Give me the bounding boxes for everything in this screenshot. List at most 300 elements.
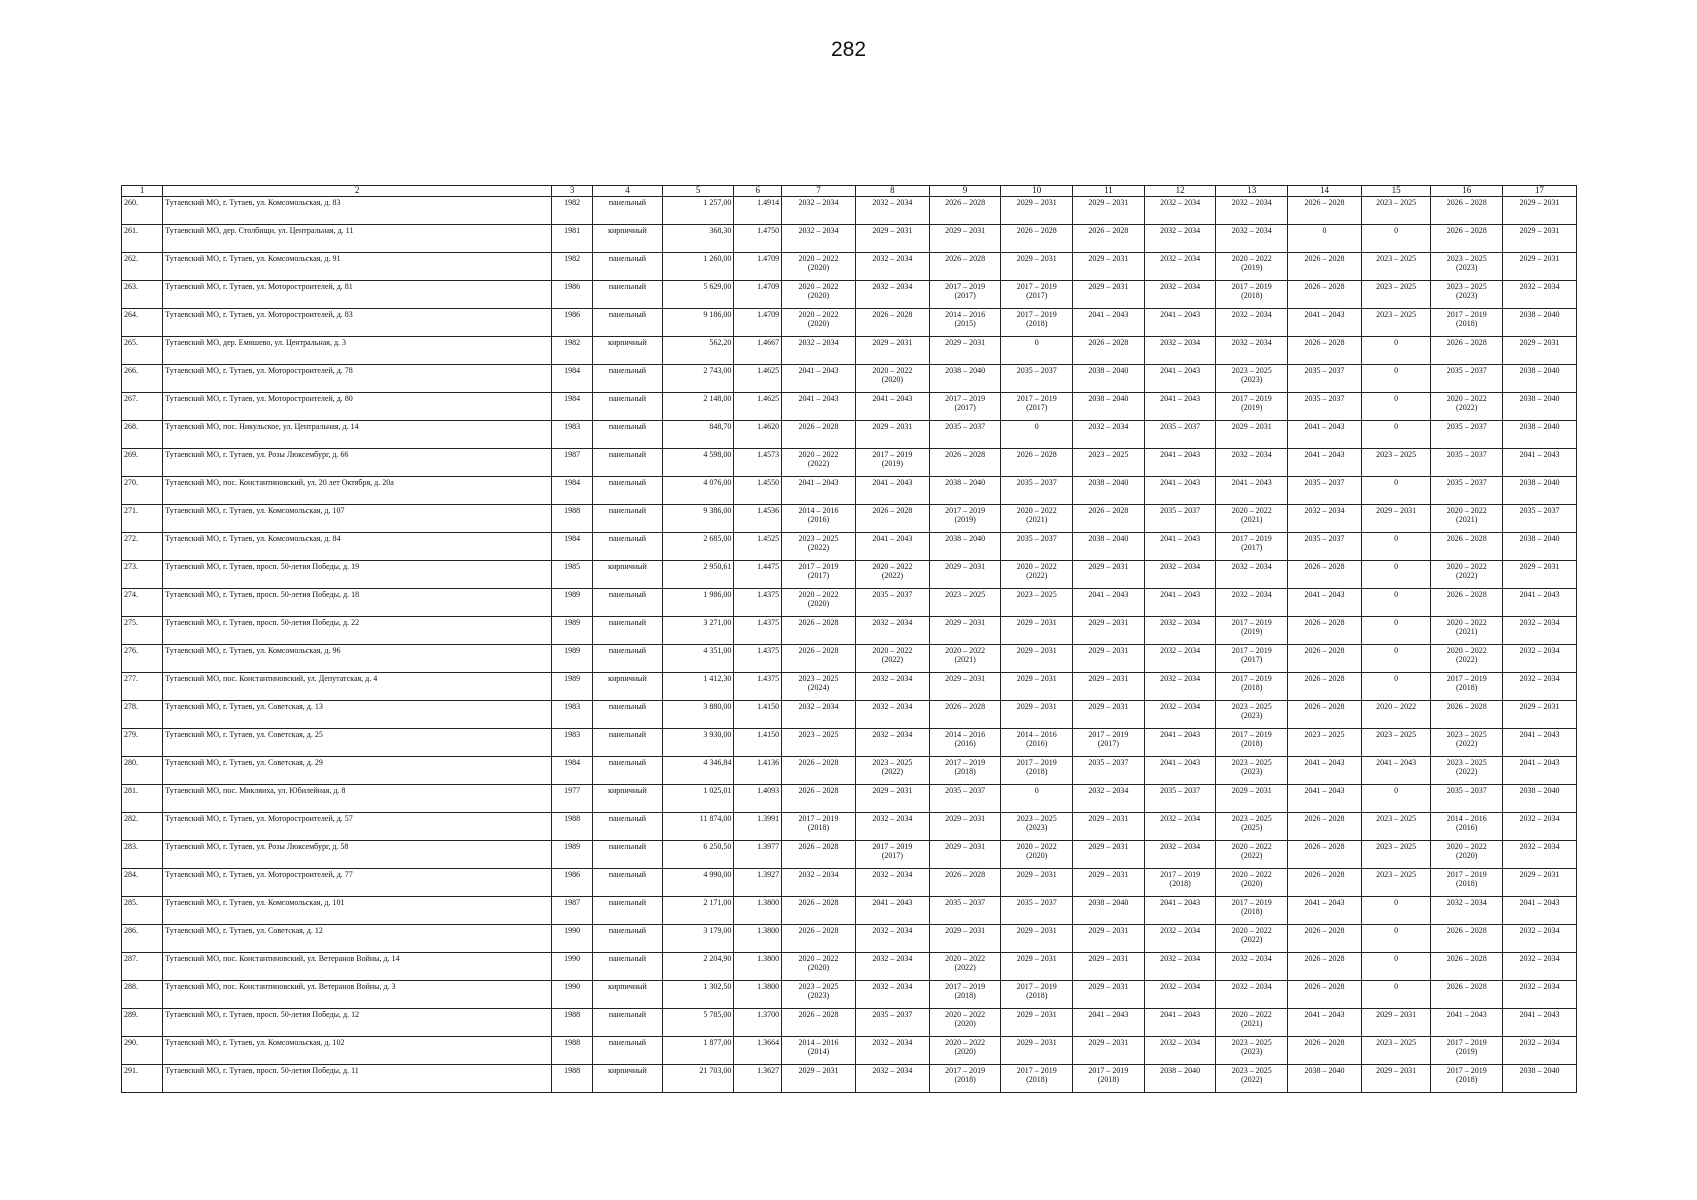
year-cell: 1985	[551, 561, 592, 589]
work-period-cell-col15: 2023 – 2025	[1361, 1037, 1430, 1065]
work-period-cell-col12: 2032 – 2034	[1144, 953, 1216, 981]
work-period-cell-col16: 2041 – 2043	[1431, 1009, 1503, 1037]
work-period-cell-col8: 2032 – 2034	[855, 925, 929, 953]
work-period-cell-col8: 2032 – 2034	[855, 253, 929, 281]
work-period-cell-col9: 2035 – 2037	[929, 421, 1001, 449]
address-cell: Тутаевский МО, г. Тутаев, ул. Комсомольская, д. 83	[163, 197, 552, 225]
work-period-cell-col17: 2041 – 2043	[1503, 449, 1577, 477]
coefficient-cell: 1.4375	[734, 589, 782, 617]
work-period-cell-col10: 2020 – 2022 (2021)	[1001, 505, 1073, 533]
column-number-10: 10	[1001, 186, 1073, 197]
work-period-cell-col12: 2041 – 2043	[1144, 533, 1216, 561]
area-cell: 5 785,00	[662, 1009, 734, 1037]
work-period-cell-col15: 2020 – 2022	[1361, 701, 1430, 729]
row-number: 276.	[122, 645, 163, 673]
work-period-cell-col9: 2017 – 2019 (2017)	[929, 281, 1001, 309]
work-period-cell-col11: 2029 – 2031	[1073, 1037, 1145, 1065]
work-period-cell-col17: 2032 – 2034	[1503, 813, 1577, 841]
address-cell: Тутаевский МО, пос. Константиновский, ул. 20 лет Октября, д. 20а	[163, 477, 552, 505]
wall-material-cell: кирпичный	[593, 1065, 662, 1093]
address-cell: Тутаевский МО, г. Тутаев, ул. Моторостроителей, д. 83	[163, 309, 552, 337]
coefficient-cell: 1.4709	[734, 281, 782, 309]
work-period-cell-col12: 2032 – 2034	[1144, 253, 1216, 281]
work-period-cell-col9: 2017 – 2019 (2018)	[929, 757, 1001, 785]
work-period-cell-col15: 2029 – 2031	[1361, 1009, 1430, 1037]
work-period-cell-col8: 2020 – 2022 (2022)	[855, 561, 929, 589]
address-cell: Тутаевский МО, г. Тутаев, ул. Комсомольская, д. 107	[163, 505, 552, 533]
work-period-cell-col10: 2017 – 2019 (2018)	[1001, 309, 1073, 337]
wall-material-cell: кирпичный	[593, 561, 662, 589]
area-cell: 4 351,00	[662, 645, 734, 673]
work-period-cell-col10: 2035 – 2037	[1001, 897, 1073, 925]
work-period-cell-col8: 2017 – 2019 (2017)	[855, 841, 929, 869]
work-period-cell-col11: 2038 – 2040	[1073, 477, 1145, 505]
work-period-cell-col7: 2041 – 2043	[782, 393, 856, 421]
work-period-cell-col11: 2029 – 2031	[1073, 617, 1145, 645]
work-period-cell-col8: 2035 – 2037	[855, 589, 929, 617]
work-period-cell-col16: 2017 – 2019 (2019)	[1431, 1037, 1503, 1065]
address-cell: Тутаевский МО, г. Тутаев, просп. 50-летия Победы, д. 11	[163, 1065, 552, 1093]
work-period-cell-col11: 2029 – 2031	[1073, 253, 1145, 281]
work-period-cell-col11: 2029 – 2031	[1073, 281, 1145, 309]
work-period-cell-col14: 2035 – 2037	[1288, 533, 1362, 561]
work-period-cell-col8: 2020 – 2022 (2020)	[855, 365, 929, 393]
work-period-cell-col8: 2032 – 2034	[855, 981, 929, 1009]
table-row	[122, 505, 1577, 533]
work-period-cell-col13: 2041 – 2043	[1216, 477, 1288, 505]
address-cell: Тутаевский МО, г. Тутаев, ул. Советская, д. 29	[163, 757, 552, 785]
wall-material-cell: панельный	[593, 757, 662, 785]
work-period-cell-col14: 2035 – 2037	[1288, 393, 1362, 421]
area-cell: 9 186,00	[662, 309, 734, 337]
work-period-cell-col13: 2020 – 2022 (2021)	[1216, 1009, 1288, 1037]
table-row	[122, 925, 1577, 953]
work-period-cell-col15: 0	[1361, 645, 1430, 673]
work-period-cell-col7: 2032 – 2034	[782, 197, 856, 225]
work-period-cell-col7: 2020 – 2022 (2020)	[782, 309, 856, 337]
work-period-cell-col12: 2032 – 2034	[1144, 981, 1216, 1009]
column-number-8: 8	[855, 186, 929, 197]
work-period-cell-col8: 2032 – 2034	[855, 813, 929, 841]
work-period-cell-col10: 2026 – 2028	[1001, 225, 1073, 253]
year-cell: 1989	[551, 645, 592, 673]
work-period-cell-col7: 2026 – 2028	[782, 1009, 856, 1037]
work-period-cell-col9: 2029 – 2031	[929, 673, 1001, 701]
row-number: 278.	[122, 701, 163, 729]
work-period-cell-col7: 2026 – 2028	[782, 645, 856, 673]
work-period-cell-col12: 2032 – 2034	[1144, 197, 1216, 225]
work-period-cell-col14: 2026 – 2028	[1288, 645, 1362, 673]
row-number: 263.	[122, 281, 163, 309]
work-period-cell-col14: 2041 – 2043	[1288, 589, 1362, 617]
work-period-cell-col15: 2041 – 2043	[1361, 757, 1430, 785]
area-cell: 3 880,00	[662, 701, 734, 729]
work-period-cell-col17: 2038 – 2040	[1503, 309, 1577, 337]
address-cell: Тутаевский МО, г. Тутаев, ул. Моторостроителей, д. 78	[163, 365, 552, 393]
work-period-cell-col13: 2023 – 2025 (2025)	[1216, 813, 1288, 841]
wall-material-cell: панельный	[593, 813, 662, 841]
wall-material-cell: панельный	[593, 925, 662, 953]
work-period-cell-col11: 2041 – 2043	[1073, 309, 1145, 337]
table-row	[122, 813, 1577, 841]
work-period-cell-col14: 2026 – 2028	[1288, 701, 1362, 729]
address-cell: Тутаевский МО, пос. Никульское, ул. Центральная, д. 14	[163, 421, 552, 449]
coefficient-cell: 1.4536	[734, 505, 782, 533]
table-row	[122, 561, 1577, 589]
area-cell: 3 271,00	[662, 617, 734, 645]
area-cell: 2 743,00	[662, 365, 734, 393]
work-period-cell-col15: 0	[1361, 925, 1430, 953]
work-period-cell-col7: 2041 – 2043	[782, 365, 856, 393]
work-period-cell-col11: 2041 – 2043	[1073, 589, 1145, 617]
work-period-cell-col15: 0	[1361, 477, 1430, 505]
work-period-cell-col9: 2023 – 2025	[929, 589, 1001, 617]
page-number: 282	[830, 38, 867, 61]
work-period-cell-col12: 2032 – 2034	[1144, 1037, 1216, 1065]
column-number-5: 5	[662, 186, 734, 197]
table-row	[122, 1009, 1577, 1037]
work-period-cell-col10: 2029 – 2031	[1001, 673, 1073, 701]
year-cell: 1984	[551, 393, 592, 421]
work-period-cell-col15: 0	[1361, 337, 1430, 365]
year-cell: 1982	[551, 197, 592, 225]
wall-material-cell: панельный	[593, 533, 662, 561]
row-number: 277.	[122, 673, 163, 701]
work-period-cell-col13: 2023 – 2025 (2022)	[1216, 1065, 1288, 1093]
work-period-cell-col9: 2020 – 2022 (2020)	[929, 1037, 1001, 1065]
work-period-cell-col10: 2026 – 2028	[1001, 449, 1073, 477]
work-period-cell-col11: 2026 – 2028	[1073, 225, 1145, 253]
work-period-cell-col13: 2032 – 2034	[1216, 561, 1288, 589]
address-cell: Тутаевский МО, дер. Емишево, ул. Центральная, д. 3	[163, 337, 552, 365]
area-cell: 3 179,00	[662, 925, 734, 953]
address-cell: Тутаевский МО, дер. Столбищи, ул. Центральная, д. 11	[163, 225, 552, 253]
work-period-cell-col16: 2017 – 2019 (2018)	[1431, 869, 1503, 897]
work-period-cell-col11: 2038 – 2040	[1073, 393, 1145, 421]
work-period-cell-col16: 2035 – 2037	[1431, 421, 1503, 449]
work-period-cell-col17: 2041 – 2043	[1503, 757, 1577, 785]
work-period-cell-col16: 2026 – 2028	[1431, 533, 1503, 561]
work-period-cell-col9: 2017 – 2019 (2018)	[929, 1065, 1001, 1093]
area-cell: 1 877,00	[662, 1037, 734, 1065]
work-period-cell-col17: 2038 – 2040	[1503, 1065, 1577, 1093]
work-period-cell-col8: 2041 – 2043	[855, 897, 929, 925]
coefficient-cell: 1.3800	[734, 897, 782, 925]
column-number-12: 12	[1144, 186, 1216, 197]
work-period-cell-col12: 2041 – 2043	[1144, 477, 1216, 505]
work-period-cell-col17: 2029 – 2031	[1503, 253, 1577, 281]
work-period-cell-col16: 2026 – 2028	[1431, 197, 1503, 225]
coefficient-cell: 1.3991	[734, 813, 782, 841]
work-period-cell-col13: 2032 – 2034	[1216, 225, 1288, 253]
work-period-cell-col17: 2032 – 2034	[1503, 925, 1577, 953]
year-cell: 1987	[551, 897, 592, 925]
work-period-cell-col9: 2020 – 2022 (2020)	[929, 1009, 1001, 1037]
work-period-cell-col10: 2029 – 2031	[1001, 1037, 1073, 1065]
work-period-cell-col11: 2041 – 2043	[1073, 1009, 1145, 1037]
work-period-cell-col15: 2023 – 2025	[1361, 253, 1430, 281]
work-period-cell-col15: 0	[1361, 589, 1430, 617]
column-number-row	[122, 186, 1577, 197]
year-cell: 1989	[551, 841, 592, 869]
work-period-cell-col11: 2029 – 2031	[1073, 953, 1145, 981]
work-period-cell-col17: 2029 – 2031	[1503, 561, 1577, 589]
work-period-cell-col9: 2029 – 2031	[929, 337, 1001, 365]
work-period-cell-col8: 2041 – 2043	[855, 393, 929, 421]
year-cell: 1990	[551, 953, 592, 981]
address-cell: Тутаевский МО, г. Тутаев, ул. Комсомольская, д. 84	[163, 533, 552, 561]
wall-material-cell: панельный	[593, 281, 662, 309]
work-period-cell-col16: 2032 – 2034	[1431, 897, 1503, 925]
area-cell: 2 171,00	[662, 897, 734, 925]
work-period-cell-col15: 2023 – 2025	[1361, 281, 1430, 309]
work-period-cell-col9: 2017 – 2019 (2018)	[929, 981, 1001, 1009]
work-period-cell-col12: 2032 – 2034	[1144, 561, 1216, 589]
work-period-cell-col7: 2020 – 2022 (2020)	[782, 953, 856, 981]
coefficient-cell: 1.4709	[734, 309, 782, 337]
work-period-cell-col7: 2032 – 2034	[782, 869, 856, 897]
wall-material-cell: панельный	[593, 645, 662, 673]
work-period-cell-col7: 2023 – 2025	[782, 729, 856, 757]
year-cell: 1989	[551, 673, 592, 701]
work-period-cell-col9: 2029 – 2031	[929, 225, 1001, 253]
work-period-cell-col17: 2035 – 2037	[1503, 505, 1577, 533]
table-row	[122, 477, 1577, 505]
work-period-cell-col13: 2020 – 2022 (2022)	[1216, 925, 1288, 953]
row-number: 267.	[122, 393, 163, 421]
work-period-cell-col8: 2029 – 2031	[855, 337, 929, 365]
row-number: 262.	[122, 253, 163, 281]
wall-material-cell: кирпичный	[593, 225, 662, 253]
coefficient-cell: 1.4475	[734, 561, 782, 589]
wall-material-cell: панельный	[593, 701, 662, 729]
coefficient-cell: 1.3800	[734, 981, 782, 1009]
work-period-cell-col16: 2017 – 2019 (2018)	[1431, 309, 1503, 337]
work-period-cell-col10: 2029 – 2031	[1001, 953, 1073, 981]
work-period-cell-col15: 0	[1361, 897, 1430, 925]
area-cell: 1 986,00	[662, 589, 734, 617]
table-row	[122, 533, 1577, 561]
row-number: 280.	[122, 757, 163, 785]
work-period-cell-col16: 2020 – 2022 (2022)	[1431, 645, 1503, 673]
work-period-cell-col11: 2029 – 2031	[1073, 925, 1145, 953]
work-period-cell-col17: 2038 – 2040	[1503, 785, 1577, 813]
table-row	[122, 645, 1577, 673]
year-cell: 1989	[551, 589, 592, 617]
column-number-2: 2	[163, 186, 552, 197]
work-period-cell-col12: 2041 – 2043	[1144, 1009, 1216, 1037]
area-cell: 1 302,50	[662, 981, 734, 1009]
work-period-cell-col7: 2020 – 2022 (2020)	[782, 281, 856, 309]
row-number: 283.	[122, 841, 163, 869]
work-period-cell-col7: 2041 – 2043	[782, 477, 856, 505]
table-row	[122, 365, 1577, 393]
work-period-cell-col10: 2029 – 2031	[1001, 645, 1073, 673]
work-period-cell-col8: 2023 – 2025 (2022)	[855, 757, 929, 785]
work-period-cell-col10: 2017 – 2019 (2017)	[1001, 281, 1073, 309]
work-period-cell-col11: 2026 – 2028	[1073, 505, 1145, 533]
row-number: 274.	[122, 589, 163, 617]
area-cell: 2 148,00	[662, 393, 734, 421]
area-cell: 4 346,84	[662, 757, 734, 785]
work-period-cell-col15: 2029 – 2031	[1361, 505, 1430, 533]
work-period-cell-col13: 2023 – 2025 (2023)	[1216, 757, 1288, 785]
work-period-cell-col8: 2032 – 2034	[855, 197, 929, 225]
work-period-cell-col16: 2023 – 2025 (2022)	[1431, 729, 1503, 757]
row-number: 273.	[122, 561, 163, 589]
work-period-cell-col14: 2026 – 2028	[1288, 1037, 1362, 1065]
work-period-cell-col14: 2026 – 2028	[1288, 953, 1362, 981]
work-period-cell-col17: 2038 – 2040	[1503, 421, 1577, 449]
year-cell: 1990	[551, 925, 592, 953]
work-period-cell-col7: 2032 – 2034	[782, 337, 856, 365]
area-cell: 2 204,90	[662, 953, 734, 981]
wall-material-cell: кирпичный	[593, 673, 662, 701]
work-period-cell-col10: 2023 – 2025 (2023)	[1001, 813, 1073, 841]
row-number: 266.	[122, 365, 163, 393]
wall-material-cell: кирпичный	[593, 337, 662, 365]
wall-material-cell: панельный	[593, 197, 662, 225]
work-period-cell-col11: 2029 – 2031	[1073, 869, 1145, 897]
work-period-cell-col16: 2026 – 2028	[1431, 589, 1503, 617]
wall-material-cell: панельный	[593, 589, 662, 617]
work-period-cell-col7: 2023 – 2025 (2023)	[782, 981, 856, 1009]
year-cell: 1977	[551, 785, 592, 813]
work-period-cell-col11: 2038 – 2040	[1073, 365, 1145, 393]
work-period-cell-col12: 2032 – 2034	[1144, 225, 1216, 253]
coefficient-cell: 1.3927	[734, 869, 782, 897]
year-cell: 1984	[551, 477, 592, 505]
table-row	[122, 617, 1577, 645]
table-row	[122, 729, 1577, 757]
work-period-cell-col14: 2026 – 2028	[1288, 281, 1362, 309]
work-period-cell-col14: 2026 – 2028	[1288, 841, 1362, 869]
coefficient-cell: 1.4620	[734, 421, 782, 449]
work-period-cell-col12: 2041 – 2043	[1144, 393, 1216, 421]
work-period-cell-col7: 2026 – 2028	[782, 785, 856, 813]
address-cell: Тутаевский МО, г. Тутаев, ул. Моторостроителей, д. 77	[163, 869, 552, 897]
coefficient-cell: 1.3664	[734, 1037, 782, 1065]
work-period-cell-col9: 2026 – 2028	[929, 701, 1001, 729]
table-row	[122, 225, 1577, 253]
work-period-cell-col7: 2026 – 2028	[782, 897, 856, 925]
table-row	[122, 841, 1577, 869]
table-body	[122, 197, 1577, 1093]
row-number: 270.	[122, 477, 163, 505]
work-period-cell-col17: 2032 – 2034	[1503, 981, 1577, 1009]
work-period-cell-col9: 2029 – 2031	[929, 925, 1001, 953]
work-period-cell-col14: 2041 – 2043	[1288, 449, 1362, 477]
work-period-cell-col13: 2032 – 2034	[1216, 953, 1288, 981]
row-number: 279.	[122, 729, 163, 757]
coefficient-cell: 1.4375	[734, 617, 782, 645]
work-period-cell-col10: 2020 – 2022 (2020)	[1001, 841, 1073, 869]
column-number-6: 6	[734, 186, 782, 197]
work-period-cell-col15: 0	[1361, 673, 1430, 701]
row-number: 272.	[122, 533, 163, 561]
work-period-cell-col9: 2029 – 2031	[929, 617, 1001, 645]
work-period-cell-col9: 2029 – 2031	[929, 561, 1001, 589]
work-period-cell-col14: 2026 – 2028	[1288, 337, 1362, 365]
work-period-cell-col8: 2029 – 2031	[855, 785, 929, 813]
work-period-cell-col7: 2014 – 2016 (2016)	[782, 505, 856, 533]
work-period-cell-col10: 2017 – 2019 (2017)	[1001, 393, 1073, 421]
work-period-cell-col14: 2026 – 2028	[1288, 197, 1362, 225]
work-period-cell-col13: 2023 – 2025 (2023)	[1216, 701, 1288, 729]
area-cell: 5 629,00	[662, 281, 734, 309]
work-period-cell-col17: 2032 – 2034	[1503, 617, 1577, 645]
work-period-cell-col14: 2026 – 2028	[1288, 869, 1362, 897]
work-period-cell-col9: 2035 – 2037	[929, 897, 1001, 925]
coefficient-cell: 1.4375	[734, 645, 782, 673]
row-number: 289.	[122, 1009, 163, 1037]
work-period-cell-col16: 2026 – 2028	[1431, 701, 1503, 729]
address-cell: Тутаевский МО, г. Тутаев, ул. Розы Люксембург, д. 58	[163, 841, 552, 869]
work-period-cell-col8: 2035 – 2037	[855, 1009, 929, 1037]
wall-material-cell: панельный	[593, 365, 662, 393]
year-cell: 1989	[551, 617, 592, 645]
table-row	[122, 393, 1577, 421]
work-period-cell-col14: 2041 – 2043	[1288, 421, 1362, 449]
work-period-cell-col10: 0	[1001, 337, 1073, 365]
coefficient-cell: 1.4550	[734, 477, 782, 505]
address-cell: Тутаевский МО, пос. Константиновский, ул. Ветеранов Войны, д. 3	[163, 981, 552, 1009]
work-period-cell-col10: 0	[1001, 421, 1073, 449]
column-number-15: 15	[1361, 186, 1430, 197]
work-period-cell-col17: 2029 – 2031	[1503, 701, 1577, 729]
work-period-cell-col11: 2017 – 2019 (2018)	[1073, 1065, 1145, 1093]
work-period-cell-col16: 2020 – 2022 (2022)	[1431, 393, 1503, 421]
work-period-cell-col10: 2023 – 2025	[1001, 589, 1073, 617]
work-period-cell-col14: 2026 – 2028	[1288, 253, 1362, 281]
coefficient-cell: 1.4150	[734, 729, 782, 757]
coefficient-cell: 1.4093	[734, 785, 782, 813]
work-period-cell-col15: 0	[1361, 561, 1430, 589]
coefficient-cell: 1.3627	[734, 1065, 782, 1093]
work-period-cell-col8: 2026 – 2028	[855, 505, 929, 533]
coefficient-cell: 1.4625	[734, 365, 782, 393]
work-period-cell-col11: 2029 – 2031	[1073, 981, 1145, 1009]
area-cell: 848,70	[662, 421, 734, 449]
work-period-cell-col7: 2014 – 2016 (2014)	[782, 1037, 856, 1065]
work-period-cell-col9: 2029 – 2031	[929, 813, 1001, 841]
work-period-cell-col13: 2032 – 2034	[1216, 589, 1288, 617]
row-number: 271.	[122, 505, 163, 533]
area-cell: 368,30	[662, 225, 734, 253]
coefficient-cell: 1.3800	[734, 953, 782, 981]
coefficient-cell: 1.3800	[734, 925, 782, 953]
wall-material-cell: панельный	[593, 477, 662, 505]
work-period-cell-col12: 2032 – 2034	[1144, 841, 1216, 869]
work-period-cell-col17: 2032 – 2034	[1503, 841, 1577, 869]
column-number-7: 7	[782, 186, 856, 197]
row-number: 284.	[122, 869, 163, 897]
year-cell: 1990	[551, 981, 592, 1009]
wall-material-cell: панельный	[593, 393, 662, 421]
wall-material-cell: панельный	[593, 869, 662, 897]
work-period-cell-col14: 2041 – 2043	[1288, 757, 1362, 785]
year-cell: 1986	[551, 869, 592, 897]
work-period-cell-col7: 2017 – 2019 (2018)	[782, 813, 856, 841]
address-cell: Тутаевский МО, г. Тутаев, просп. 50-летия Победы, д. 22	[163, 617, 552, 645]
row-number: 275.	[122, 617, 163, 645]
work-period-cell-col10: 2029 – 2031	[1001, 1009, 1073, 1037]
address-cell: Тутаевский МО, г. Тутаев, ул. Советская, д. 25	[163, 729, 552, 757]
year-cell: 1988	[551, 1009, 592, 1037]
coefficient-cell: 1.4750	[734, 225, 782, 253]
row-number: 268.	[122, 421, 163, 449]
work-period-cell-col17: 2032 – 2034	[1503, 645, 1577, 673]
